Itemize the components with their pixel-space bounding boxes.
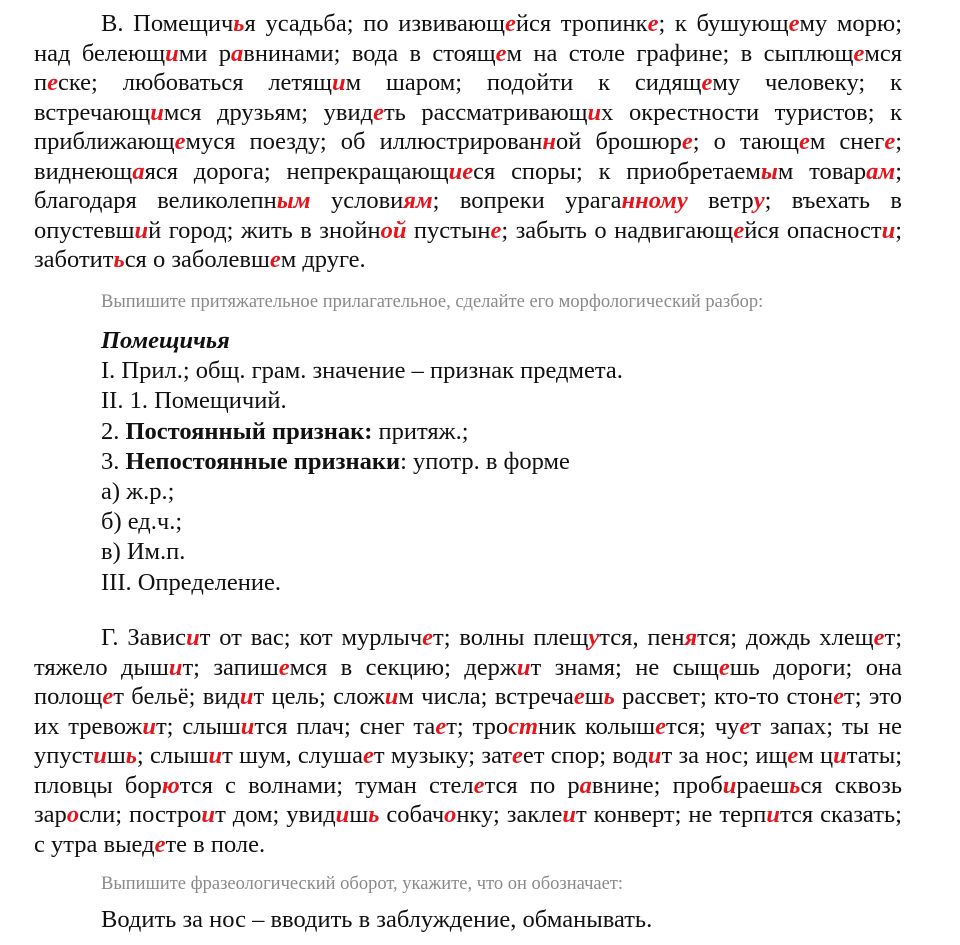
text-run: ет спор; вод [522, 742, 648, 769]
text-run: ся сквозь зар [34, 771, 902, 828]
text-run: таты; пловцы бор [34, 742, 903, 799]
highlighted-letter: е [373, 98, 384, 126]
highlighted-letter: е [362, 742, 374, 769]
analysis-term: Постоянный признак: [125, 417, 373, 445]
highlighted-letter: е [701, 69, 713, 96]
text-run: т дом; увид [215, 801, 336, 828]
text-run: мся друзьям; увид [163, 98, 374, 126]
highlighted-letter: и [331, 69, 346, 96]
highlighted-letter: и [240, 712, 255, 740]
text-run: ; благодаря великолепн [34, 157, 903, 214]
text-run: тся по р [484, 771, 580, 799]
highlighted-letter: е [833, 683, 844, 710]
highlighted-letter: и [239, 683, 254, 710]
text-run: м снег [809, 128, 885, 155]
highlighted-letter: ым [276, 187, 311, 214]
text-run: ш [584, 683, 604, 710]
highlighted-letter: е [788, 10, 800, 37]
highlighted-letter: и [562, 801, 576, 828]
text-run: сли; постро [79, 801, 202, 828]
highlighted-letter: е [718, 653, 730, 681]
highlighted-letter: ю [161, 771, 180, 799]
text-run: собач [379, 801, 445, 828]
highlighted-letter: ь [233, 10, 245, 37]
analysis-line: II. 1. Помещичий. [101, 387, 287, 415]
highlighted-letter: е [505, 10, 516, 37]
phraseology-answer: Водить за нос – вводить в заблуждение, обманывать. [101, 906, 653, 933]
text-run: т бельё; вид [113, 683, 240, 710]
text-run: внинами; вода в стоящ [243, 39, 496, 67]
highlighted-letter: и [766, 801, 780, 828]
text-run: ник колыш [538, 712, 656, 740]
analysis-line [101, 447, 623, 477]
highlighted-letter: е [655, 712, 667, 740]
text-run: тся плач; снег та [254, 712, 436, 740]
highlighted-letter: и [881, 216, 896, 244]
text-run: ; заботит [34, 216, 903, 273]
text-run: т; тро [446, 712, 509, 740]
text-run: ш [106, 742, 126, 769]
text-run: тся сказать; с утра выед [34, 801, 902, 858]
text-run: т; волны плещ [433, 624, 589, 651]
text-run: м на столе графине; в сыплющ [506, 39, 854, 67]
highlighted-letter: ст [508, 712, 539, 740]
highlighted-letter: и [647, 742, 662, 769]
highlighted-letter: а [579, 771, 592, 799]
text-run: х окрестности туристов; к приближающ [34, 98, 902, 155]
text-run: й город; жить в знойн [148, 216, 381, 244]
highlighted-letter: и [384, 683, 399, 710]
text-run: шь дороги; она полощ [34, 653, 902, 710]
text-run: м друге. [280, 246, 366, 273]
text-run: т; тяжело дыш [34, 624, 903, 681]
highlighted-letter: у [753, 187, 765, 214]
text-run: т музыку; зат [373, 742, 513, 769]
highlighted-letter: и [165, 39, 179, 67]
text-run: ; вопреки урага [432, 187, 622, 214]
text-run: рассвет; кто-то стон [614, 683, 834, 710]
text-run: т шум, слуша [222, 742, 363, 769]
analysis-line: III. Определение. [101, 568, 281, 596]
text-run: мся п [34, 39, 902, 96]
text-run: ми р [178, 39, 231, 67]
highlighted-letter: и [516, 653, 531, 681]
analysis-term: Непостоянные признаки [125, 447, 401, 475]
highlighted-letter: ие [448, 157, 474, 185]
highlighted-letter: ь [113, 246, 125, 273]
text-run: тся; чу [666, 712, 740, 740]
highlighted-letter: е [422, 624, 434, 651]
highlighted-letter: е [873, 624, 885, 651]
text-run: ; виднеющ [34, 128, 902, 185]
highlighted-letter: и [186, 624, 200, 651]
highlighted-letter: у [588, 624, 600, 651]
highlighted-letter: а [231, 39, 244, 67]
text-run: ть рассматривающ [383, 98, 588, 126]
text-run: м товар [777, 157, 867, 185]
highlighted-letter: ам [866, 157, 896, 185]
highlighted-letter: ь [603, 683, 615, 710]
highlighted-letter: о [444, 801, 457, 828]
analysis-value: притяж.; [372, 417, 469, 445]
text-run: ске; любоваться летящ [58, 69, 332, 96]
highlighted-letter: и [722, 771, 737, 799]
text-run: тся; дождь хлещ [697, 624, 874, 651]
text-run: ; слыш [136, 742, 209, 769]
text-run: му человеку; к встречающ [34, 69, 902, 126]
text-run: ; въехать в опустевш [34, 187, 902, 244]
highlighted-letter: е [733, 216, 745, 244]
highlighted-letter: е [853, 39, 865, 67]
text-run: те в поле. [165, 830, 266, 858]
highlighted-letter: е [269, 246, 281, 273]
highlighted-letter: и [150, 98, 164, 126]
highlighted-letter: е [647, 10, 659, 37]
highlighted-letter: и [335, 801, 350, 828]
text-run: м ц [798, 742, 834, 769]
text-run: мся в секцию; держ [289, 653, 517, 681]
analysis-line: в) Им.п. [101, 538, 186, 566]
highlighted-letter: и [208, 742, 223, 769]
highlighted-letter: ям [403, 187, 433, 214]
text-run: ой брошюр [556, 128, 682, 155]
highlighted-letter: и [833, 742, 847, 769]
highlighted-letter: ь [368, 801, 380, 828]
text-run: ветр [687, 187, 754, 214]
exercise-v-paragraph [34, 9, 902, 275]
highlighted-letter: и [201, 801, 216, 828]
analysis-line: б) ед.ч.; [101, 508, 183, 536]
analysis-line: а) ж.р.; [101, 478, 175, 506]
highlighted-letter: е [884, 128, 896, 155]
text-run: т запах; ты не упуст [34, 712, 902, 769]
analysis-line [101, 417, 623, 447]
text-run: т конверт; не терп [576, 801, 767, 828]
highlighted-letter: я [684, 624, 698, 651]
text-run: пустын [406, 216, 491, 244]
highlighted-letter: и [142, 712, 156, 740]
text-run: В. Помещич [101, 10, 234, 37]
text-run: внине; проб [591, 771, 723, 799]
highlighted-letter: е [798, 128, 810, 155]
highlighted-letter: е [787, 742, 799, 769]
morphological-analysis [101, 326, 623, 598]
highlighted-letter: е [435, 712, 447, 740]
text-run: м шаром; подойти к сидящ [345, 69, 702, 96]
highlighted-letter: е [473, 771, 485, 799]
highlighted-letter: ь [125, 742, 137, 769]
text-run: м числа; встреча [398, 683, 574, 710]
highlighted-letter: е [102, 683, 114, 710]
text-run: нку; закле [456, 801, 563, 828]
text-run: Г. Завис [101, 624, 187, 651]
analysis-value: : употр. в форме [400, 447, 570, 475]
text-run: йся тропинк [515, 10, 648, 37]
text-run: ; забыть о надвигающ [501, 216, 734, 244]
text-run: раеш [736, 771, 790, 799]
text-run: му морю; над белеющ [34, 10, 902, 67]
highlighted-letter: ой [380, 216, 407, 244]
text-run: т; запиш [182, 653, 279, 681]
text-run: ся споры; к приобретаем [473, 157, 761, 185]
text-run: услови [310, 187, 404, 214]
highlighted-letter: и [168, 653, 183, 681]
highlighted-letter: е [174, 128, 186, 155]
highlighted-letter: н [542, 128, 557, 155]
highlighted-letter: е [681, 128, 693, 155]
analysis-line: I. Прил.; общ. грам. значение – признак предмета. [101, 357, 623, 385]
text-run: тся, пен [599, 624, 685, 651]
text-run: ся о заболевш [124, 246, 270, 273]
highlighted-letter: е [490, 216, 502, 244]
text-run: яся дорога; непрекращающ [144, 157, 449, 185]
analysis-num: 3. [101, 447, 126, 475]
text-run: т; слыш [155, 712, 241, 740]
text-run: т знамя; не сыщ [530, 653, 719, 681]
highlighted-letter: ы [760, 157, 778, 185]
text-run: ш [349, 801, 369, 828]
text-run: йся опасност [744, 216, 882, 244]
highlighted-letter: е [739, 712, 751, 740]
text-run: т цель; слож [253, 683, 385, 710]
highlighted-letter: а [132, 157, 145, 185]
highlighted-letter: и [93, 742, 107, 769]
task-instruction-1: Выпишите притяжательное прилагательное, сделайте его морфологический разбор: [101, 292, 764, 312]
text-run: я усадьба; по извивающ [244, 10, 505, 37]
text-run: ; к бушующ [658, 10, 789, 37]
highlighted-letter: е [495, 39, 507, 67]
text-run: т от вас; кот мурлыч [199, 624, 423, 651]
highlighted-letter: и [134, 216, 149, 244]
analysis-num: 2. [101, 417, 126, 445]
highlighted-letter: нному [621, 187, 688, 214]
highlighted-letter: е [512, 742, 523, 769]
highlighted-letter: е [573, 683, 585, 710]
highlighted-letter: о [66, 801, 80, 828]
text-run: т; это их тревож [34, 683, 903, 740]
analysis-word: Помещичья [101, 327, 230, 354]
highlighted-letter: е [47, 69, 58, 96]
text-run: тся с волнами; туман стел [179, 771, 474, 799]
text-run: муся поезду; об иллюстрирован [185, 128, 543, 155]
highlighted-letter: ь [789, 771, 801, 799]
text-run: ; о тающ [692, 128, 799, 155]
text-run: т за нос; ищ [661, 742, 788, 769]
exercise-g-paragraph [34, 623, 902, 859]
highlighted-letter: е [154, 830, 166, 858]
highlighted-letter: е [278, 653, 290, 681]
task-instruction-2: Выпишите фразеологический оборот, укажите, что он обозначает: [101, 874, 624, 894]
highlighted-letter: и [587, 98, 602, 126]
